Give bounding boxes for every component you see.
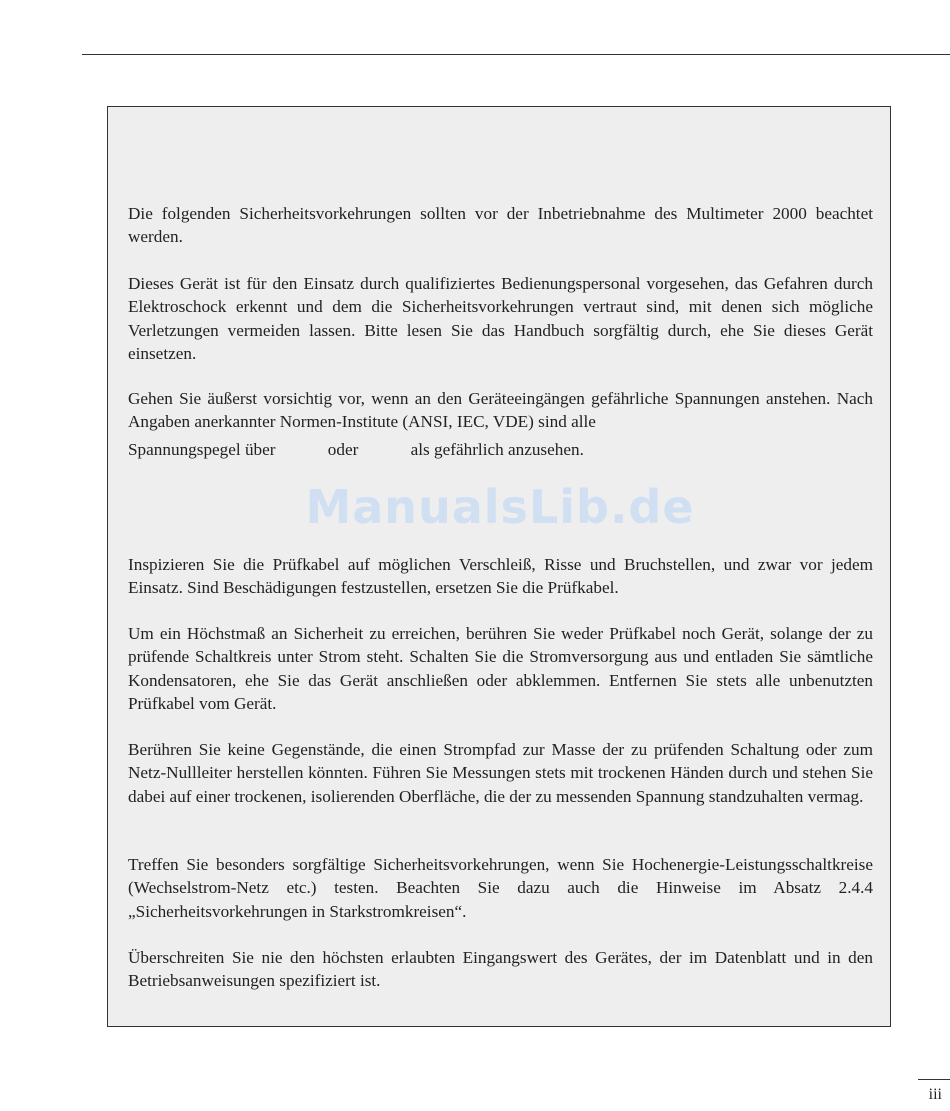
safety-paragraph-max-input: Überschreiten Sie nie den höchsten erlaubten Eingangswert des Gerätes, der im Datenblatt und in den Betriebsanweisungen spezifiziert ist. [128,948,873,991]
voltage-text-part2: oder [327,439,359,459]
watermark: ManualsLib.de [305,480,695,534]
safety-paragraph-qualified-personnel: Dieses Gerät ist für den Einsatz durch qualifiziertes Bedienungspersonal vorgesehen, das Gefahren durch Elektroschock erkennt und dem die Sicherheitsvorkehrungen vertraut sind, mit denen sich mögliche Verletzungen vermeiden lassen. Bitte lesen Sie das Handbuch sorgfältig durch, ehe Sie dieses Gerät einsetzen. [128,274,873,364]
safety-paragraph-dangerous-voltage [128,387,873,461]
safety-precautions-box [107,106,891,1027]
safety-paragraph-ground-path: Berühren Sie keine Gegenstände, die einen Strompfad zur Masse der zu prüfenden Schaltung oder zum Netz-Nullleiter herstellen könnten. Führen Sie Messungen stets mit trockenen Händen durch und stehen Sie dabei auf einer trockenen, isolierenden Oberfläche, die der zu messenden Spannung standzuhalten vermag. [128,740,873,806]
voltage-text-part1: Spannungspegel über [128,439,276,459]
page-number-rule [918,1079,950,1080]
voltage-threshold-line [128,438,873,461]
safety-paragraph-live-circuit: Um ein Höchstmaß an Sicherheit zu erreichen, berühren Sie weder Prüfkabel noch Gerät, solange der zu prüfende Schaltkreis unter Strom steht. Schalten Sie die Stromversorgung aus und entladen Sie sämtliche Kondensatoren, ehe Sie das Gerät anschließen oder abklemmen. Entfernen Sie stets alle unbenutzten Prüfkabel vom Gerät. [128,624,873,714]
safety-paragraph-high-energy: Treffen Sie besonders sorgfältige Sicherheitsvorkehrungen, wenn Sie Hochenergie-Leistungsschaltkreise (Wechselstrom-Netz etc.) testen. Beachten Sie dazu auch die Hinweise im Absatz 2.4.4 „Sicherheitsvorkehrungen in Starkstromkreisen“. [128,855,873,921]
voltage-intro-text: Gehen Sie äußerst vorsichtig vor, wenn an den Geräteeingängen gefährliche Spannungen anstehen. Nach Angaben anerkannter Normen-Institute (ANSI, IEC, VDE) sind alle [128,389,873,432]
header-rule [82,54,950,55]
safety-paragraph-intro: Die folgenden Sicherheitsvorkehrungen sollten vor der Inbetriebnahme des Multimeter 2000 beachtet werden. [128,204,873,247]
page-number: iii [928,1086,942,1103]
safety-paragraph-test-leads: Inspizieren Sie die Prüfkabel auf möglichen Verschleiß, Risse und Bruchstellen, und zwar vor jedem Einsatz. Sind Beschädigungen festzustellen, ersetzen Sie die Prüfkabel. [128,555,873,598]
voltage-text-part3: als gefährlich anzusehen. [410,439,584,459]
